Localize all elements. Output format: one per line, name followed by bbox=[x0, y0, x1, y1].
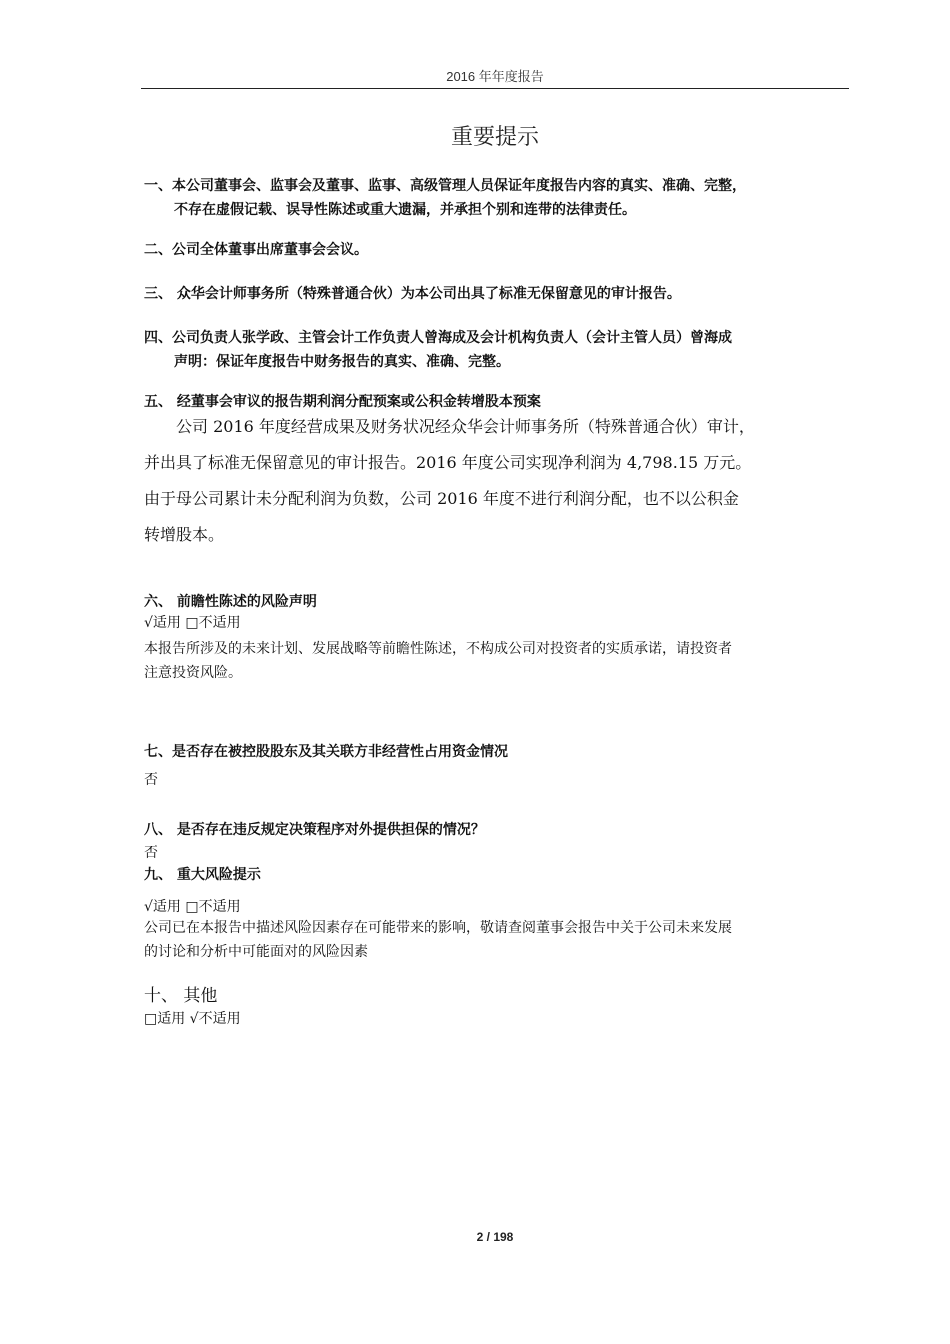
section-1-line-2: 不存在虚假记载、误导性陈述或重大遗漏，并承担个别和连带的法律责任。 bbox=[174, 202, 636, 218]
section-7-heading: 七、是否存在被控股股东及其关联方非经营性占用资金情况 bbox=[144, 744, 508, 760]
section-7-answer: 否 bbox=[144, 772, 158, 788]
section-6-statement-line-1: 本报告所涉及的未来计划、发展战略等前瞻性陈述，不构成公司对投资者的实质承诺，请投资者 bbox=[144, 641, 732, 657]
section-5-heading: 五、 经董事会审议的报告期利润分配预案或公积金转增股本预案 bbox=[144, 394, 541, 410]
section-5-paragraph-line-2: 并出具了标准无保留意见的审计报告。2016 年度公司实现净利润为 4,798.15 万元。 bbox=[144, 453, 752, 472]
section-6-statement-line-2: 注意投资风险。 bbox=[144, 665, 242, 681]
section-5-paragraph-line-1: 公司 2016 年度经营成果及财务状况经众华会计师事务所（特殊普通合伙）审计， bbox=[176, 417, 755, 436]
section-5-paragraph-line-3: 由于母公司累计未分配利润为负数，公司 2016 年度不进行利润分配，也不以公积金 bbox=[144, 489, 739, 508]
section-3: 三、 众华会计师事务所（特殊普通合伙）为本公司出具了标准无保留意见的审计报告。 bbox=[144, 286, 681, 302]
section-6-applicability: √适用 □不适用 bbox=[144, 615, 241, 631]
page-title: 重要提示 bbox=[450, 125, 539, 150]
header-divider bbox=[141, 88, 849, 89]
section-10-heading: 十、 其他 bbox=[144, 986, 218, 1006]
section-5-paragraph-line-4: 转增股本。 bbox=[144, 525, 225, 544]
running-header: 2016 年年度报告 bbox=[446, 69, 544, 84]
section-4-line-1: 四、公司负责人张学政、主管会计工作负责人曾海成及会计机构负责人（会计主管人员）曾海成 bbox=[144, 330, 732, 346]
section-6-heading: 六、 前瞻性陈述的风险声明 bbox=[144, 594, 317, 610]
section-8-answer: 否 bbox=[144, 845, 158, 861]
section-9-applicability: √适用 □不适用 bbox=[144, 899, 241, 915]
section-4-line-2: 声明：保证年度报告中财务报告的真实、准确、完整。 bbox=[174, 354, 510, 370]
section-2: 二、公司全体董事出席董事会会议。 bbox=[144, 242, 368, 258]
section-9-statement bbox=[144, 916, 852, 964]
section-8-heading: 八、 是否存在违反规定决策程序对外提供担保的情况？ bbox=[144, 822, 485, 838]
section-6-statement bbox=[144, 637, 852, 685]
section-10-applicability: □适用 √不适用 bbox=[144, 1011, 241, 1027]
section-9-statement-line-2: 的讨论和分析中可能面对的风险因素 bbox=[144, 944, 368, 960]
section-9-heading: 九、 重大风险提示 bbox=[144, 867, 261, 883]
section-1-line-1: 一、本公司董事会、监事会及董事、监事、高级管理人员保证年度报告内容的真实、准确、完整， bbox=[144, 178, 746, 194]
section-5-paragraph bbox=[144, 409, 852, 553]
page-number: 2 / 198 bbox=[476, 1230, 514, 1244]
section-1 bbox=[144, 174, 852, 222]
section-9-statement-line-1: 公司已在本报告中描述风险因素存在可能带来的影响，敬请查阅董事会报告中关于公司未来发展 bbox=[144, 920, 732, 936]
section-4 bbox=[144, 326, 852, 374]
